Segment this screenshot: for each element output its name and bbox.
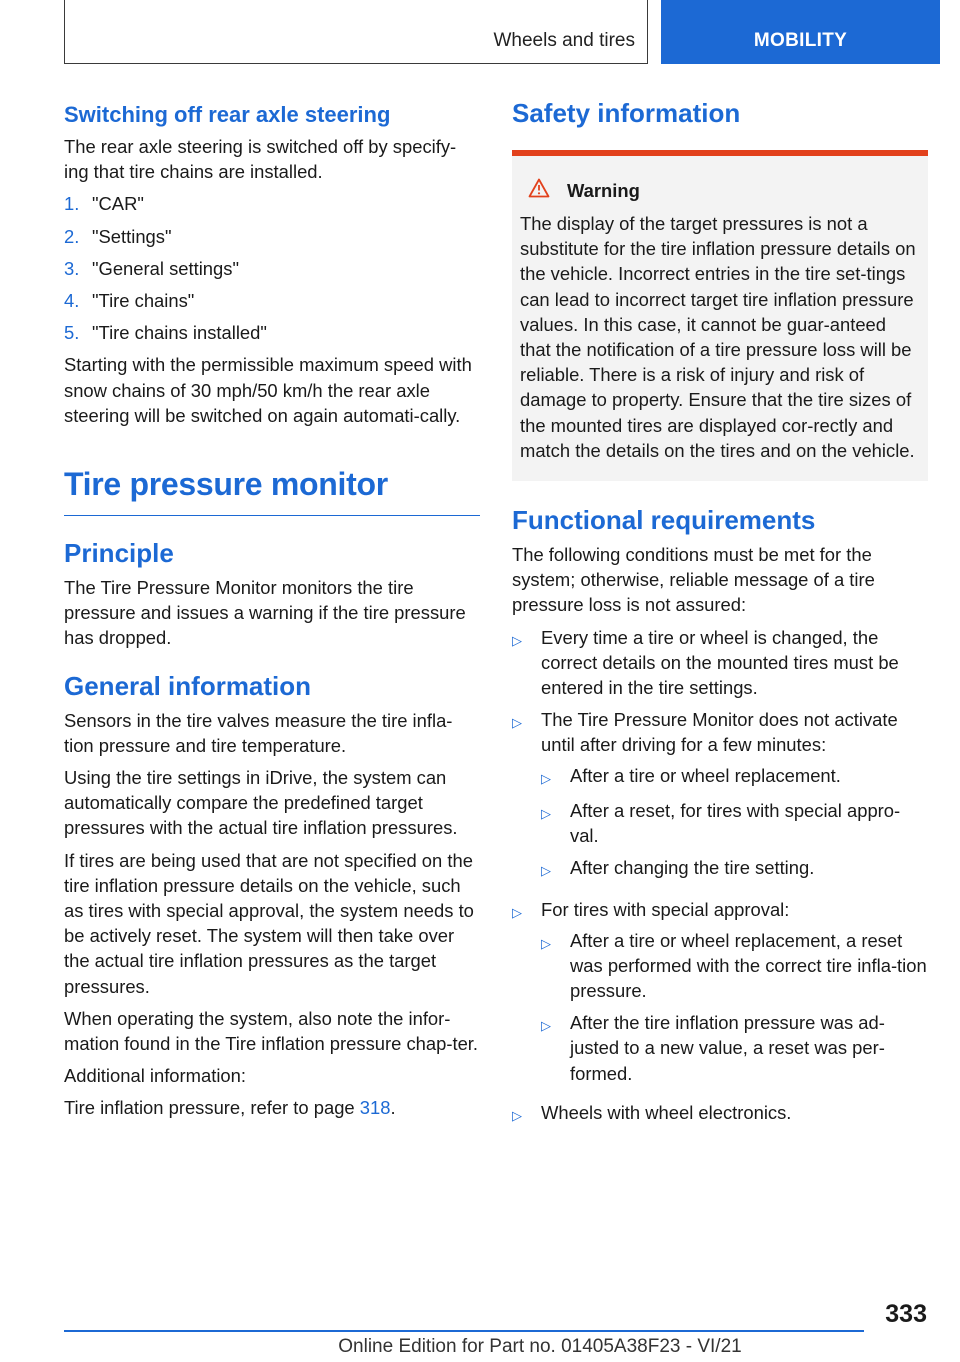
heading-switching-off: Switching off rear axle steering — [64, 102, 391, 127]
warning-title: Warning — [567, 179, 640, 201]
bullet-text: After a reset, for tires with special appro-val. — [570, 799, 901, 847]
header-section-box — [64, 0, 648, 64]
heading-general-information: General information — [64, 670, 312, 701]
bullet-text: After a tire or wheel replacement, a reset was performed with the correct tire infla-tion pressure. — [570, 929, 927, 1002]
step-number: 5. — [64, 322, 80, 344]
step-number: 4. — [64, 290, 80, 312]
right-column — [512, 98, 928, 1135]
list-item — [64, 224, 480, 249]
bullet-text: Every time a tire or wheel is changed, the correct details on the mounted tires must be entered in the tire settings. — [541, 626, 899, 699]
heading-principle: Principle — [64, 538, 174, 569]
bullet-triangle-icon: ▷ — [541, 935, 551, 951]
heading-tire-pressure-monitor: Tire pressure monitor — [64, 466, 480, 516]
bullet-triangle-icon: ▷ — [541, 1018, 551, 1034]
header-section-title: Wheels and tires — [493, 30, 635, 51]
list-item — [64, 288, 480, 313]
step-text: "Settings" — [92, 225, 172, 247]
warning-text: The display of the target pressures is not a substitute for the tire inflation pressure details on the vehicle. Incorrect entries in the tire set-tings can lead to incorrect target tire inflation pressure values. In this case, it cannot be guar-anteed that the notification of a tire pressure loss will be reliable. There is a risk of injury and risk of damage to property. Ensure that the tire sizes of the mounted tires are displayed cor-rectly and match the details on the tires and on the vehicle. — [520, 213, 916, 461]
bullet-text: Wheels with wheel electronics. — [541, 1101, 792, 1123]
bullet-triangle-icon: ▷ — [512, 905, 522, 921]
bullet-text: For tires with special approval: — [541, 899, 790, 921]
para-general-3: If tires are being used that are not specified on the tire inflation pressure details on the vehicle, such as tires with special approval, the system needs to be actively reset. The system will then take over the actual tire inflation pressures as the target pressures. — [64, 849, 474, 997]
para-refer — [64, 1095, 480, 1120]
page-link[interactable]: 318 — [359, 1097, 391, 1119]
list-item — [512, 625, 928, 701]
step-number: 3. — [64, 257, 80, 279]
para-general-1: Sensors in the tire valves measure the tire infla-tion pressure and tire temperature. — [64, 709, 453, 756]
list-item — [541, 928, 928, 1004]
left-column — [64, 98, 480, 1128]
requirements-list — [512, 625, 928, 1128]
list-item — [541, 798, 928, 848]
bullet-text: The Tire Pressure Monitor does not activate until after driving for a few minutes: — [541, 709, 898, 756]
bullet-triangle-icon: ▷ — [512, 715, 522, 731]
step-text: "CAR" — [92, 193, 144, 215]
list-item — [64, 256, 480, 281]
bullet-text: After a tire or wheel replacement. — [570, 764, 841, 786]
footer-rule — [64, 1330, 864, 1332]
list-item — [541, 1010, 928, 1086]
para-reactivation: Starting with the permissible maximum speed with snow chains of 30 mph/50 km/h the rear axle steering will be switched on again automati-cally. — [64, 354, 472, 426]
bullet-text: After the tire inflation pressure was ad-justed to a new value, a reset was per-formed. — [570, 1012, 885, 1084]
header-chapter-label: MOBILITY — [753, 30, 848, 51]
para-general-4: When operating the system, also note the infor-mation found in the Tire inflation pressure chap-ter. — [64, 1007, 479, 1055]
list-item — [512, 1100, 928, 1128]
list-item — [512, 707, 928, 890]
refer-end: . — [390, 1097, 396, 1119]
para-switching-off: The rear axle steering is switched off by specify-ing that tire chains are installed. — [64, 136, 457, 183]
para-functional: The following conditions must be met for the system; otherwise, reliable message of a tire pressure loss is not assured: — [512, 544, 875, 616]
list-item — [64, 320, 480, 345]
header-chapter-tab[interactable] — [661, 0, 940, 64]
para-general-2: Using the tire settings in iDrive, the system can automatically compare the predefined target pressures with the actual tire inflation pressures. — [64, 767, 458, 839]
bullet-triangle-icon: ▷ — [541, 770, 551, 786]
bullet-triangle-icon: ▷ — [541, 805, 551, 821]
para-principle: The Tire Pressure Monitor monitors the tire pressure and issues a warning if the tire pressure has dropped. — [64, 577, 466, 649]
heading-functional-requirements: Functional requirements — [512, 505, 816, 536]
warning-title-row — [520, 178, 920, 203]
list-item — [541, 763, 928, 791]
warning-box — [512, 150, 928, 481]
para-additional: Additional information: — [64, 1065, 246, 1087]
sub-list — [541, 928, 928, 1086]
bullet-triangle-icon: ▷ — [512, 1107, 522, 1123]
step-number: 2. — [64, 225, 80, 247]
list-item — [512, 897, 928, 1092]
page-number: 333 — [885, 1300, 927, 1328]
list-item — [64, 191, 480, 216]
steps-list — [64, 191, 480, 345]
refer-text: Tire inflation pressure, refer to page — [64, 1097, 360, 1119]
footer-edition: Online Edition for Part no. 01405A38F23 - VI/21 — [338, 1336, 742, 1357]
bullet-triangle-icon: ▷ — [512, 632, 522, 648]
bullet-text: After changing the tire setting. — [570, 857, 815, 879]
step-text: "Tire chains installed" — [92, 322, 267, 344]
warning-triangle-icon — [528, 178, 567, 203]
step-text: "Tire chains" — [92, 290, 195, 312]
step-text: "General settings" — [92, 257, 239, 279]
heading-safety-information: Safety information — [512, 98, 741, 128]
sub-list — [541, 763, 928, 884]
bullet-triangle-icon: ▷ — [541, 863, 551, 879]
list-item — [541, 855, 928, 883]
step-number: 1. — [64, 193, 80, 215]
